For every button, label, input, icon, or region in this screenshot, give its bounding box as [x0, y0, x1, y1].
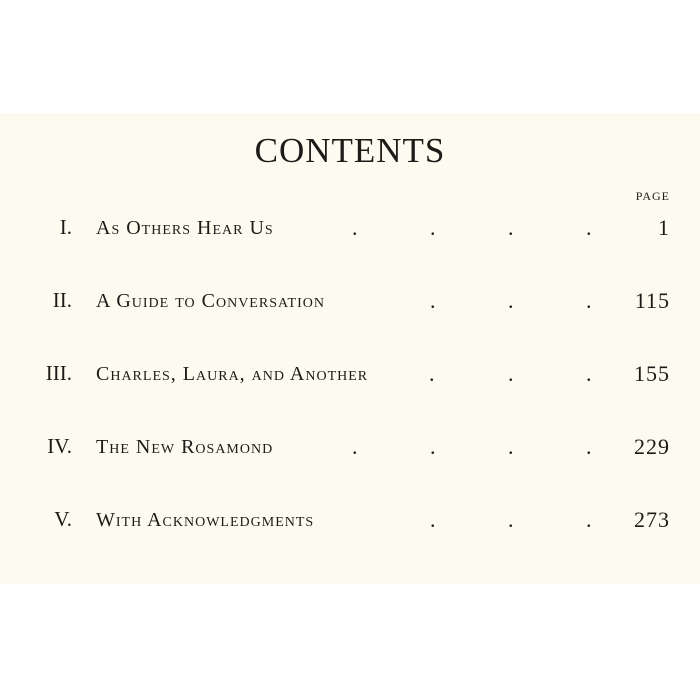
page-number: 1	[658, 215, 670, 240]
leader-dot: .	[430, 215, 436, 240]
leader-dot: .	[586, 215, 592, 240]
chapter-numeral: IV.	[47, 434, 72, 458]
toc-entry	[0, 434, 700, 464]
leader-dot: .	[586, 507, 592, 532]
page-number: 273	[634, 507, 670, 532]
leader-dot: .	[586, 361, 592, 386]
leader-dot: .	[508, 288, 514, 313]
leader-dot: .	[586, 288, 592, 313]
chapter-numeral: III.	[45, 361, 72, 385]
leader-dot: .	[508, 434, 514, 459]
leader-dot: .	[430, 507, 436, 532]
leader-dot: .	[508, 507, 514, 532]
leader-dot: .	[352, 434, 358, 459]
leader-dot: .	[508, 361, 514, 386]
leader-dot: .	[586, 434, 592, 459]
toc-entry	[0, 288, 700, 318]
page-number: 115	[634, 288, 670, 313]
chapter-title: The New Rosamond	[96, 436, 274, 458]
leader-dot: .	[430, 434, 436, 459]
toc-entry	[0, 507, 700, 537]
chapter-title: With Acknowledgments	[96, 509, 315, 531]
page-number: 155	[634, 361, 670, 386]
leader-dot: .	[352, 215, 358, 240]
page-column-label: PAGE	[635, 189, 670, 203]
chapter-title: Charles, Laura, and Another	[96, 363, 369, 385]
chapter-title: A Guide to Conversation	[96, 290, 325, 312]
chapter-numeral: I.	[59, 215, 72, 239]
chapter-numeral: V.	[54, 507, 72, 531]
leader-dot: .	[508, 215, 514, 240]
page-title: CONTENTS	[254, 131, 446, 170]
chapter-numeral: II.	[52, 288, 72, 312]
chapter-title: As Others Hear Us	[96, 217, 274, 239]
contents-page	[0, 113, 700, 584]
page-number: 229	[634, 434, 670, 459]
toc-entry	[0, 215, 700, 245]
leader-dot: .	[429, 361, 435, 386]
leader-dot: .	[430, 288, 436, 313]
toc-entry	[0, 361, 700, 391]
